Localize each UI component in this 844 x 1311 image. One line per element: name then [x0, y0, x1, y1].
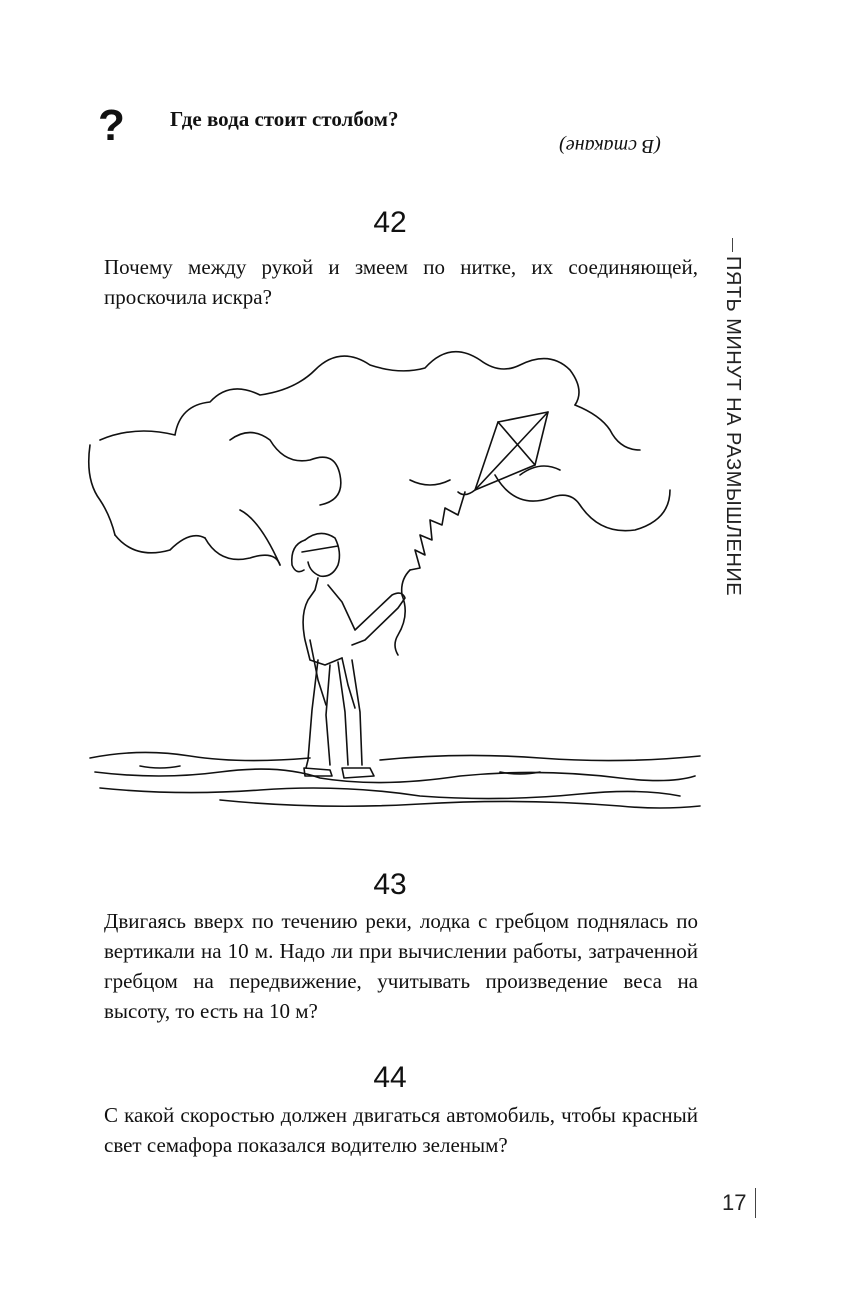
problem-text-43: Двигаясь вверх по течению реки, лодка с гребцом поднялась по вертикали на 10 м. Надо ли при вычислении работы, затраченной гребцом на передвижение, учитывать произведение веса на высоту, то есть на 10 м?: [104, 909, 698, 1023]
problem-text-44: С какой скоростью должен двигаться автомобиль, чтобы красный свет семафора показался водителю зеленым?: [104, 1103, 698, 1157]
cloud-outline: [89, 352, 670, 565]
question-mark-icon: ?: [98, 101, 125, 150]
kite: [458, 412, 548, 495]
riddle-question: Где вода стоит столбом?: [170, 107, 399, 131]
running-title: ПЯТЬ МИНУТ НА РАЗМЫШЛЕНИЕ: [722, 256, 744, 597]
running-title-rule: [732, 238, 733, 252]
page-number-rule: [755, 1188, 756, 1218]
page-number: 17: [722, 1190, 747, 1215]
boy-figure: [292, 533, 405, 778]
problem-number-42: 42: [373, 206, 407, 239]
kite-boy-illustration: [80, 340, 710, 820]
water-waves: [90, 752, 700, 808]
problem-text-42: Почему между рукой и змеем по нитке, их соединяющей, проскочила искра?: [104, 255, 698, 309]
problem-number-43: 43: [373, 868, 407, 901]
riddle-answer-upside-down: (В стакане): [559, 135, 661, 157]
problem-number-44: 44: [373, 1061, 407, 1094]
spark-zigzag: [410, 492, 465, 570]
kite-string: [395, 570, 410, 655]
